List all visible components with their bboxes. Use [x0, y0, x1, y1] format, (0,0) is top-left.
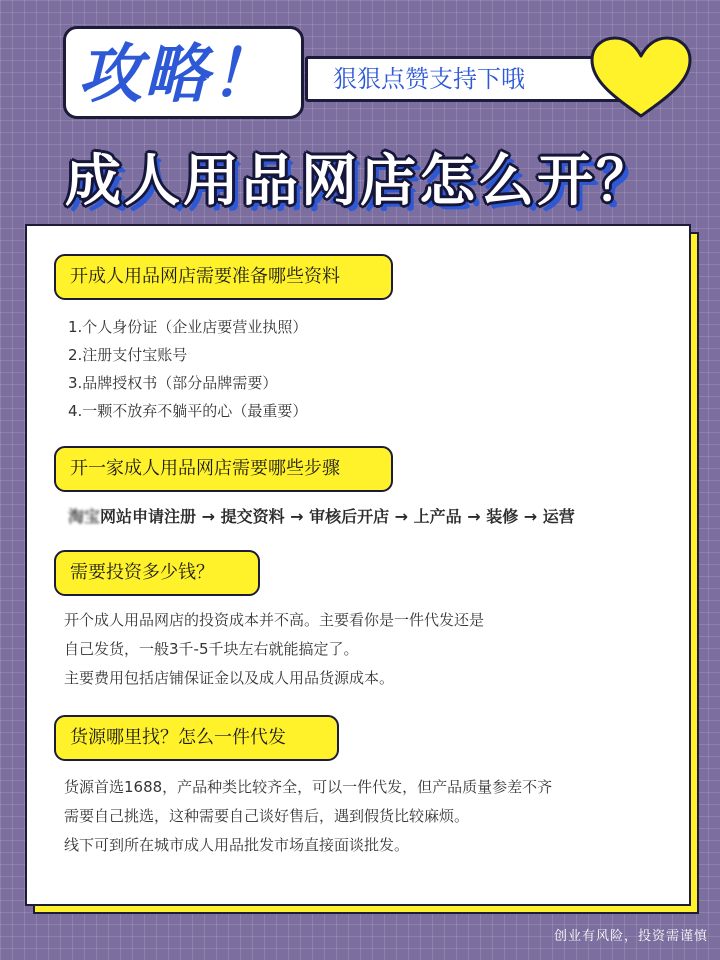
paragraph-line: 自己发货，一般3千-5千块左右就能搞定了。: [64, 640, 359, 658]
subtitle: 狠狠点赞支持下哦: [333, 65, 525, 93]
steps-flow-text: 网站申请注册 → 提交资料 → 审核后开店 → 上产品 → 装修 → 运营: [100, 507, 575, 526]
section-heading-supply: [54, 715, 339, 761]
disclaimer: 创业有风险，投资需谨慎: [553, 929, 708, 944]
list-item: 1.个人身份证（企业店要营业执照）: [68, 318, 308, 336]
list-item: 3.品牌授权书（部分品牌需要）: [68, 374, 278, 392]
steps-flow: [68, 503, 575, 531]
section-heading-cost: [54, 550, 260, 596]
section-heading-materials-label: 开成人用品网店需要准备哪些资料: [70, 266, 340, 287]
section-heading-cost-label: 需要投资多少钱？: [70, 562, 214, 583]
paragraph-line: 需要自己挑选，这种需要自己谈好售后，遇到假货比较麻烦。: [64, 807, 470, 825]
headline: 成人用品网店怎么开？: [65, 149, 655, 214]
section-heading-steps: [54, 446, 393, 492]
list-item: 2.注册支付宝账号: [68, 346, 188, 364]
platform-name: 淘宝: [68, 507, 101, 526]
materials-list: [68, 313, 307, 425]
supply-paragraph: [64, 773, 552, 860]
paragraph-line: 开个成人用品网店的投资成本并不高。主要看你是一件代发还是: [64, 611, 485, 629]
paragraph-line: 主要费用包括店铺保证金以及成人用品货源成本。: [64, 669, 395, 687]
section-heading-materials: [54, 254, 393, 300]
paragraph-line: 线下可到所在城市成人用品批发市场直接面谈批发。: [64, 836, 410, 854]
list-item: 4.一颗不放弃不躺平的心（最重要）: [68, 402, 308, 420]
page-title: 攻略！: [78, 38, 276, 112]
section-heading-steps-label: 开一家成人用品网店需要哪些步骤: [70, 458, 340, 479]
paragraph-line: 货源首选1688，产品种类比较齐全，可以一件代发，但产品质量参差不齐: [64, 778, 553, 796]
cost-paragraph: [64, 606, 484, 693]
heart-icon: [586, 34, 696, 120]
section-heading-supply-label: 货源哪里找？怎么一件代发: [70, 727, 286, 748]
